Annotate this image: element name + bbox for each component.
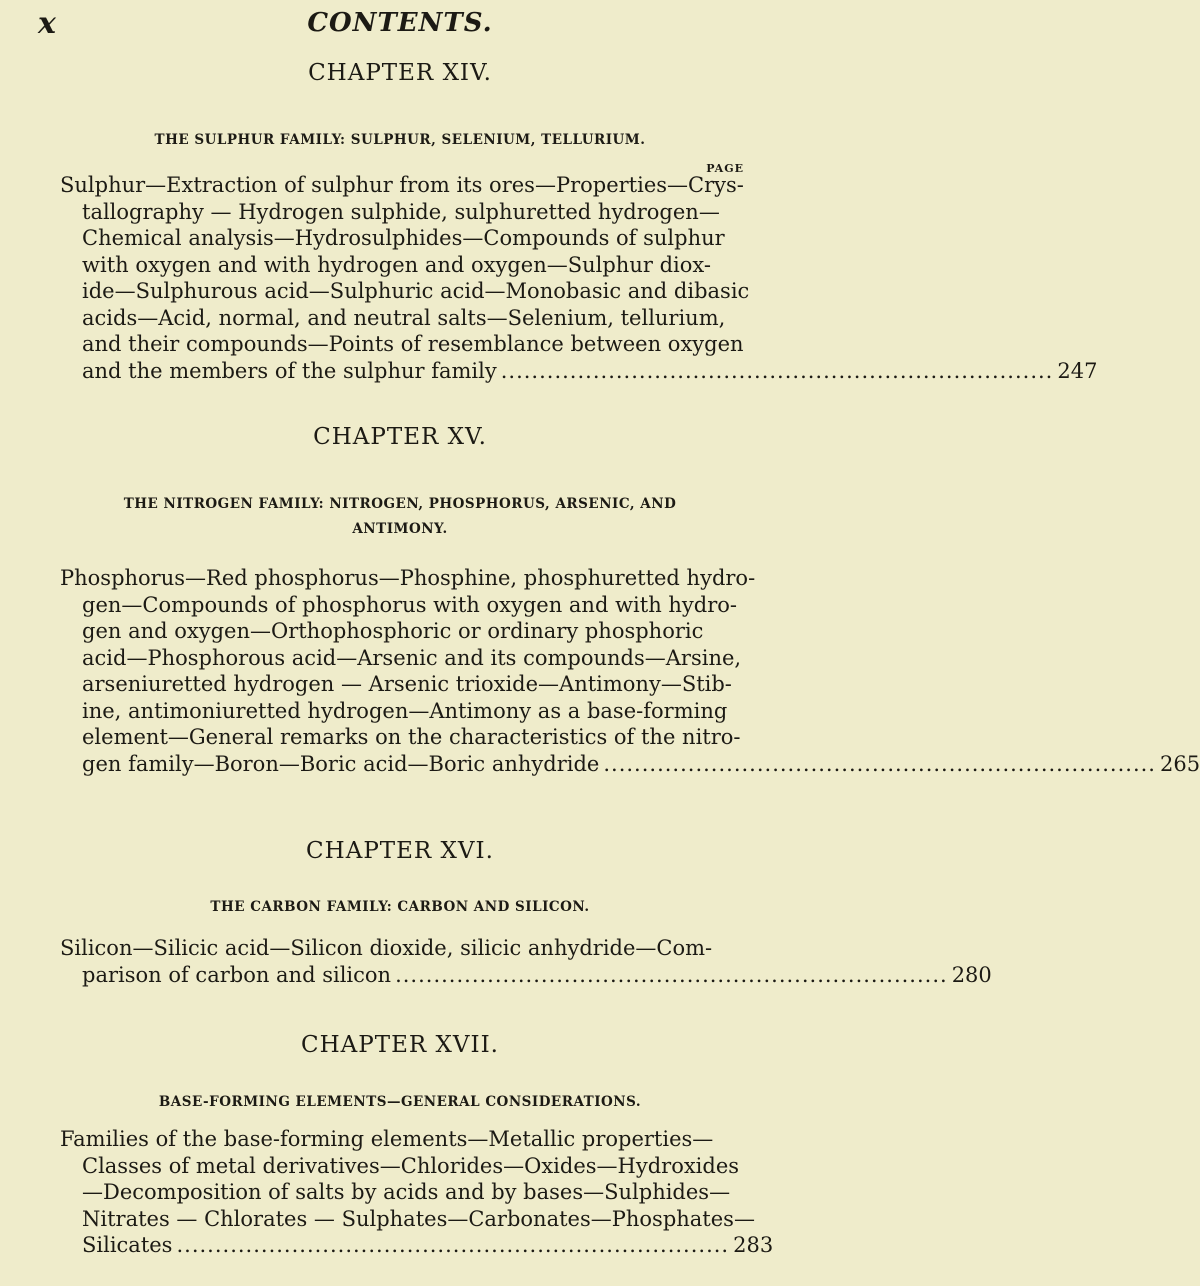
- dot-leader: ........................................................................: [603, 751, 1156, 776]
- summary-line: Phosphorus—Red phosphorus—Phosphine, phosphuretted hydro-: [60, 566, 756, 590]
- page-number: 283: [733, 1233, 774, 1257]
- chapter-subtitle: THE NITROGEN FAMILY: NITROGEN, PHOSPHORUS, ARSENIC, AND ANTIMONY.: [123, 496, 677, 537]
- chapter-summary: [60, 935, 992, 988]
- dot-leader: ........................................................................: [176, 1233, 730, 1257]
- summary-line: tallography — Hydrogen sulphide, sulphuretted hydrogen—: [82, 199, 720, 224]
- summary-line: ide—Sulphurous acid—Sulphuric acid—Monobasic and dibasic: [82, 279, 750, 303]
- page-number: 247: [1057, 358, 1098, 383]
- summary-line: gen and oxygen—Orthophosphoric or ordinary phosphoric: [82, 619, 704, 643]
- chapter-summary: [60, 172, 1098, 384]
- chapter-subtitle: BASE-FORMING ELEMENTS—GENERAL CONSIDERATIONS.: [158, 1094, 642, 1110]
- running-title: CONTENTS.: [307, 8, 493, 38]
- chapter-heading: CHAPTER XV.: [313, 424, 487, 450]
- page-column-label: PAGE: [706, 162, 744, 175]
- summary-line: Silicates: [82, 1233, 173, 1257]
- summary-line: Silicon—Silicic acid—Silicon dioxide, silicic anhydride—Com-: [60, 936, 713, 960]
- dot-leader: ........................................................................: [500, 358, 1054, 383]
- chapter-heading: CHAPTER XVI.: [306, 838, 494, 864]
- page-folio: x: [38, 6, 56, 41]
- summary-line: Sulphur—Extraction of sulphur from its ores—Properties—Crys-: [60, 173, 744, 197]
- dot-leader: ........................................................................: [395, 962, 948, 987]
- summary-line: Nitrates — Chlorates — Sulphates—Carbonates—Phosphates—: [82, 1206, 755, 1231]
- summary-line: with oxygen and with hydrogen and oxygen—Sulphur diox-: [82, 252, 711, 277]
- summary-line: gen—Compounds of phosphorus with oxygen and with hydro-: [82, 592, 738, 617]
- summary-line: arseniuretted hydrogen — Arsenic trioxide—Antimony—Stib-: [82, 672, 732, 696]
- summary-line: element—General remarks on the characteristics of the nitro-: [82, 725, 741, 749]
- summary-line: and their compounds—Points of resemblance between oxygen: [82, 332, 744, 356]
- chapter-heading: CHAPTER XIV.: [308, 60, 492, 86]
- page-number: 265: [1159, 751, 1200, 776]
- summary-line: parison of carbon and silicon: [82, 962, 392, 987]
- running-head: [0, 6, 800, 46]
- chapter-summary: [60, 565, 1200, 777]
- summary-last-line: [60, 1232, 774, 1259]
- chapter-summary: [60, 1126, 774, 1259]
- summary-line: Classes of metal derivatives—Chlorides—Oxides—Hydroxides: [82, 1153, 740, 1178]
- summary-line: —Decomposition of salts by acids and by bases—Sulphides—: [82, 1180, 731, 1204]
- summary-last-line: [60, 962, 992, 989]
- summary-line: acids—Acid, normal, and neutral salts—Selenium, tellurium,: [82, 305, 726, 330]
- chapter-subtitle: THE CARBON FAMILY: CARBON AND SILICON.: [210, 899, 590, 915]
- summary-line: Chemical analysis—Hydrosulphides—Compounds of sulphur: [82, 226, 725, 250]
- summary-line: and the members of the sulphur family: [82, 358, 497, 383]
- chapter-subtitle: THE SULPHUR FAMILY: SULPHUR, SELENIUM, TELLURIUM.: [154, 132, 646, 148]
- page-number: 280: [951, 962, 992, 987]
- summary-line: ine, antimoniuretted hydrogen—Antimony as a base-forming: [82, 698, 728, 723]
- summary-last-line: [60, 358, 1098, 385]
- summary-line: acid—Phosphorous acid—Arsenic and its compounds—Arsine,: [82, 645, 742, 670]
- chapter-heading: CHAPTER XVII.: [301, 1032, 499, 1058]
- summary-last-line: [60, 751, 1200, 778]
- summary-line: gen family—Boron—Boric acid—Boric anhydride: [82, 751, 600, 776]
- summary-line: Families of the base-forming elements—Metallic properties—: [60, 1127, 714, 1151]
